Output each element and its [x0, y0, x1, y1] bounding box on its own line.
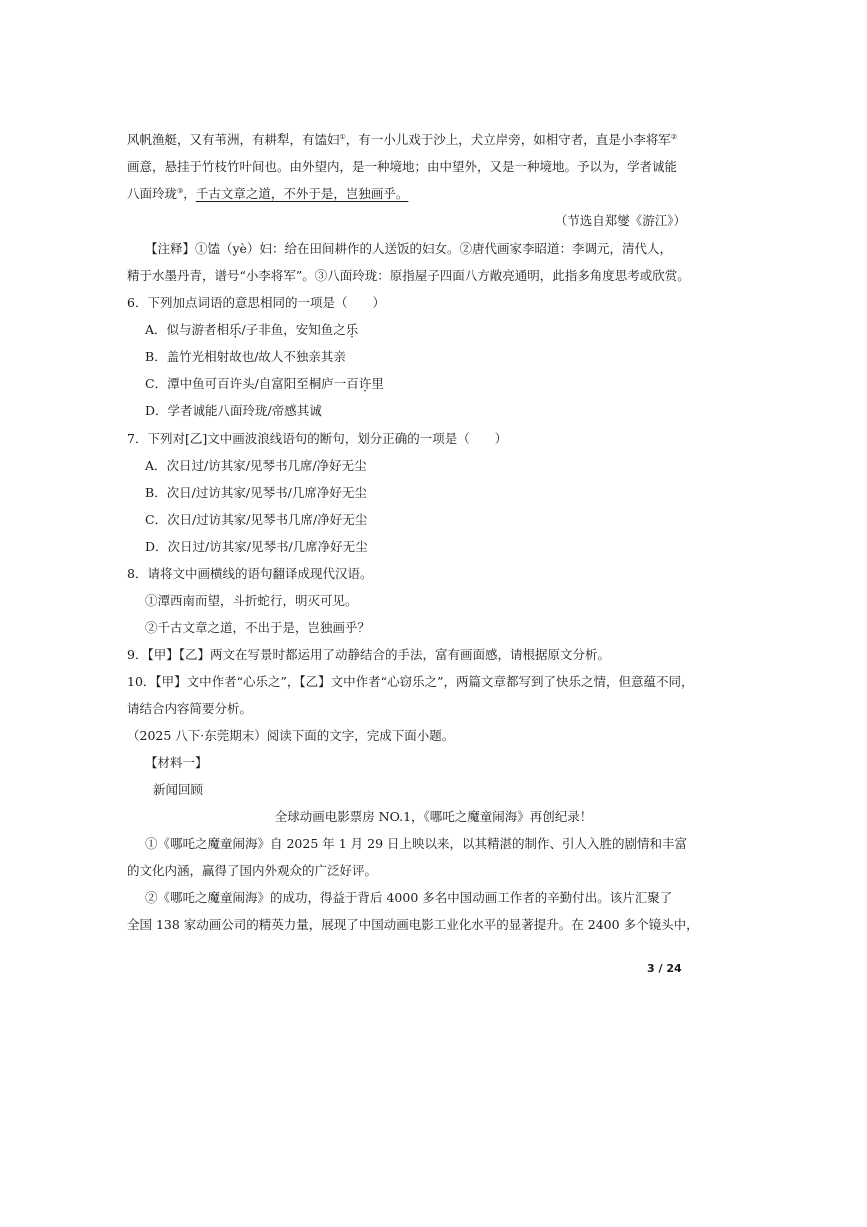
news-label: 新闻回顾 — [153, 782, 204, 797]
underlined-sentence: 千古文章之道，不外于是，岂独画乎。 — [195, 186, 409, 201]
question-8-sentence-1: ①潭西南而望，斗折蛇行，明灭可见。 — [145, 593, 358, 608]
question-9-stem: 9．【甲】【乙】两文在写景时都运用了动静结合的手法，富有画面感，请根据原文分析。 — [127, 647, 610, 662]
question-7-option-c: C．次日/过访其家/见琴书几席/净好无尘 — [145, 512, 368, 527]
passage-source: （节选自郑燮《游江》） — [554, 213, 686, 228]
section-intro: （2025 八下·东莞期末）阅读下面的文字，完成下面小题。 — [127, 728, 455, 743]
question-8-stem: 8．请将文中画横线的语句翻译成现代汉语。 — [127, 566, 373, 581]
notes-line-1: 【注释】①馌（yè）妇：给在田间耕作的人送饭的妇女。②唐代画家李昭道：李调元，清代人， — [145, 241, 672, 256]
question-8-sentence-2: ②千古文章之道，不出于是，岂独画乎？ — [145, 620, 371, 635]
news-paragraph-1-line-1: ①《哪吒之魔童闹海》自 2025 年 1 月 29 日上映以来，以其精湛的制作、引人入胜的剧情和丰富 — [145, 836, 688, 851]
passage-line-3: 八面玲珑③，千古文章之道，不外于是，岂独画乎。 — [127, 186, 409, 201]
question-7-option-b: B．次日/过访其家/见琴书/几席净好无尘 — [145, 485, 367, 500]
question-10-line-1: 10．【甲】文中作者“心乐之”，【乙】文中作者“心窃乐之”，两篇文章都写到了快乐之情，但意蕴不同， — [127, 674, 694, 689]
question-7-option-a: A．次日过/访其家/见琴书几席/净好无尘 — [145, 458, 367, 473]
question-7-option-d: D．次日过/访其家/见琴书/几席净好无尘 — [145, 539, 368, 554]
question-7-stem: 7．下列对[乙]文中画波浪线语句的断句，划分正确的一项是（ ） — [127, 431, 508, 446]
question-6-option-c: C．潭中鱼可百许头/自富阳至桐庐一百许里 — [145, 376, 384, 391]
question-6-option-b: B．盖竹光相射故也/故人不独亲其亲 — [145, 349, 346, 364]
news-paragraph-1-line-2: 的文化内涵，赢得了国内外观众的广泛好评。 — [127, 863, 378, 878]
notes-line-2: 精于水墨丹青，谱号“小李将军”。③八面玲珑：原指屋子四面八方敞亮通明，此指多角度思考或欣赏。 — [127, 268, 690, 283]
page-number: 3 / 24 — [647, 962, 682, 975]
news-paragraph-2-line-1: ②《哪吒之魔童闹海》的成功，得益于背后 4000 多名中国动画工作者的辛勤付出。该片汇聚了 — [145, 890, 673, 905]
passage-line-2: 画意，悬挂于竹枝竹叶间也。由外望内，是一种境地；由中望外，又是一种境地。予以为，学者诚能 — [127, 159, 678, 174]
question-10-line-2: 请结合内容简要分析。 — [127, 701, 253, 716]
news-paragraph-2-line-2: 全国 138 家动画公司的精英力量，展现了中国动画电影工业化水平的显著提升。在 2400 多个镜头中， — [127, 917, 699, 932]
material-heading: 【材料一】 — [145, 755, 208, 770]
question-6-option-d: D．学者诚能八面玲珑/帝感其诚 — [145, 403, 322, 418]
passage-line-1: 风帆渔艇，又有苇洲，有耕犁，有馌妇①，有一小儿戏于沙上，犬立岸旁，如相守者，直是小李将军② — [127, 132, 678, 147]
news-headline: 全球动画电影票房 NO.1，《哪吒之魔童闹海》再创纪录！ — [274, 809, 593, 824]
question-6-option-a: A．似与游者相乐/子非鱼，安知鱼之乐 — [145, 322, 359, 337]
question-6-stem: 6．下列加点词语的意思相同的一项是（ ） — [127, 295, 385, 310]
